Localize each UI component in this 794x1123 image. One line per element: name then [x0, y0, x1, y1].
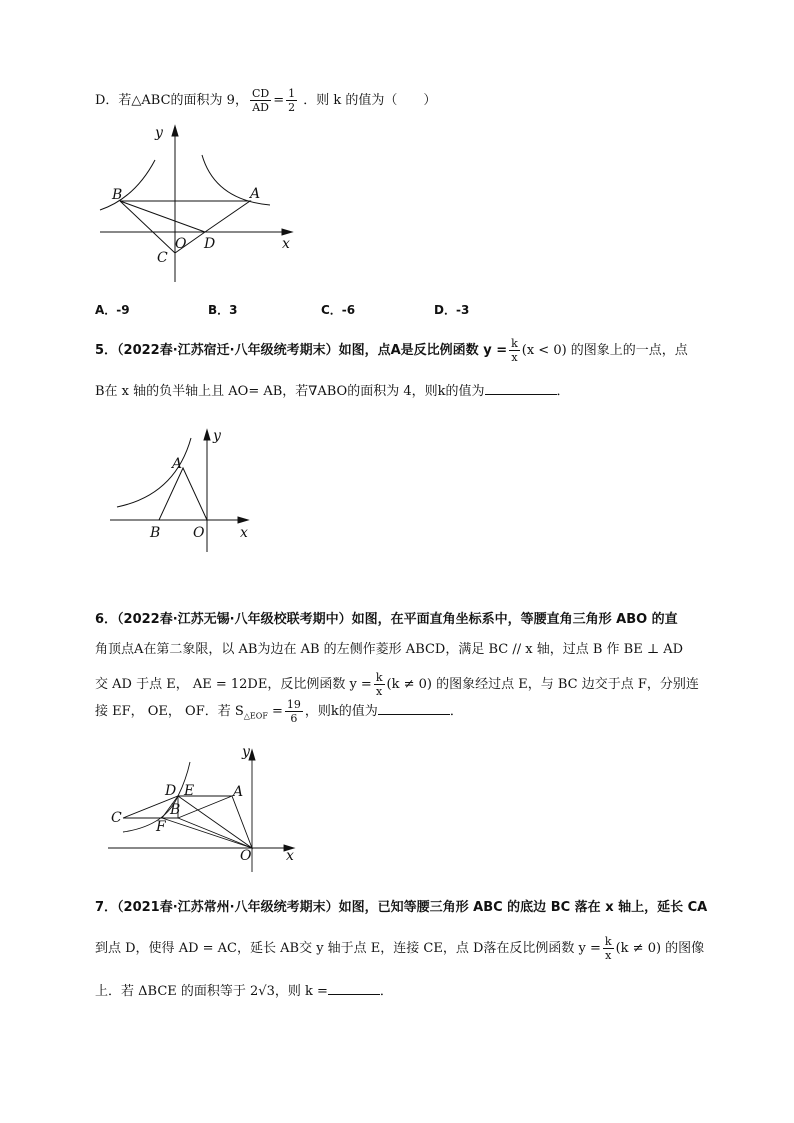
svg-text:D: D: [204, 236, 216, 252]
text: =: [273, 93, 285, 108]
svg-text:O: O: [240, 848, 252, 864]
svg-text:O: O: [175, 236, 187, 252]
svg-text:C: C: [157, 250, 168, 266]
answer-blank[interactable]: [328, 980, 380, 995]
q6-line2: 角顶点A在第二象限，以 AB为边在 AB 的左侧作菱形 ABCD，满足 BC // x 轴，过点 B 作 BE ⊥ AD: [95, 642, 684, 657]
svg-text:A: A: [172, 456, 183, 472]
svg-text:y: y: [213, 428, 221, 444]
svg-text:B: B: [150, 525, 161, 541]
q6-line3: 交 AD 于点 E， AE = 12DE，反比例函数 y = $\frac{k}{x}$ (k ≠ 0) 的图象经过点 E，与 BC 边交于点 F，分别连: [95, 671, 699, 698]
option-d[interactable]: D．-3: [434, 303, 470, 317]
svg-text:y: y: [242, 744, 250, 760]
svg-text:y: y: [155, 125, 163, 141]
q5-line1: 5．（2022春·江苏宿迁·八年级统考期末）如图，点A是反比例函数 y = $\frac{k}{x}$ (x < 0) 的图象上的一点，点: [95, 337, 688, 364]
option-a[interactable]: A．-9: [95, 303, 130, 317]
q7-line3: 上．若 ΔBCE 的面积等于 2√3，则 k = ．: [95, 980, 393, 1002]
q7-line1: 7．（2021春·江苏常州·八年级统考期末）如图，已知等腰三角形 ABC 的底边 BC 落在 x 轴上，延长 CA: [95, 900, 708, 915]
option-b[interactable]: B．3: [208, 303, 238, 317]
svg-text:C: C: [111, 810, 122, 826]
svg-text:x: x: [282, 236, 290, 252]
q6-line1: 6．（2022春·江苏无锡·八年级校联考期中）如图，在平面直角坐标系中，等腰直角三角形 ABO 的直: [95, 612, 678, 627]
svg-text:A: A: [233, 784, 244, 800]
svg-text:D: D: [165, 783, 177, 799]
svg-text:B: B: [112, 187, 123, 203]
fraction: $\frac{1}{2}$: [288, 87, 296, 114]
text: ．则 k 的值为（ ）: [299, 93, 437, 108]
svg-text:B: B: [170, 802, 181, 818]
svg-text:A: A: [250, 186, 261, 202]
q6-line4: 接 EF， OE， OF．若 $S_{\triangle EOF}$ = $\frac{19}{6}$ ，则k的值为 ．: [95, 698, 463, 725]
svg-text:O: O: [193, 525, 205, 541]
fraction: $\frac{CD}{AD}$: [251, 87, 270, 114]
svg-text:F: F: [156, 819, 166, 835]
svg-text:x: x: [286, 848, 294, 864]
q5-line2: B在 x 轴的负半轴上且 AO= AB，若∇ABO的面积为 4，则k的值为 ．: [95, 380, 570, 402]
svg-text:E: E: [184, 783, 195, 799]
svg-text:x: x: [240, 525, 248, 541]
option-c[interactable]: C．-6: [321, 303, 356, 317]
q7-line2: 到点 D，使得 AD = AC，延长 AB交 y 轴于点 E，连接 CE，点 D落在反比例函数 y = $\frac{k}{x}$ (k ≠ 0) 的图像: [95, 935, 705, 962]
text: D．若△ABC的面积为 9，: [95, 93, 248, 108]
